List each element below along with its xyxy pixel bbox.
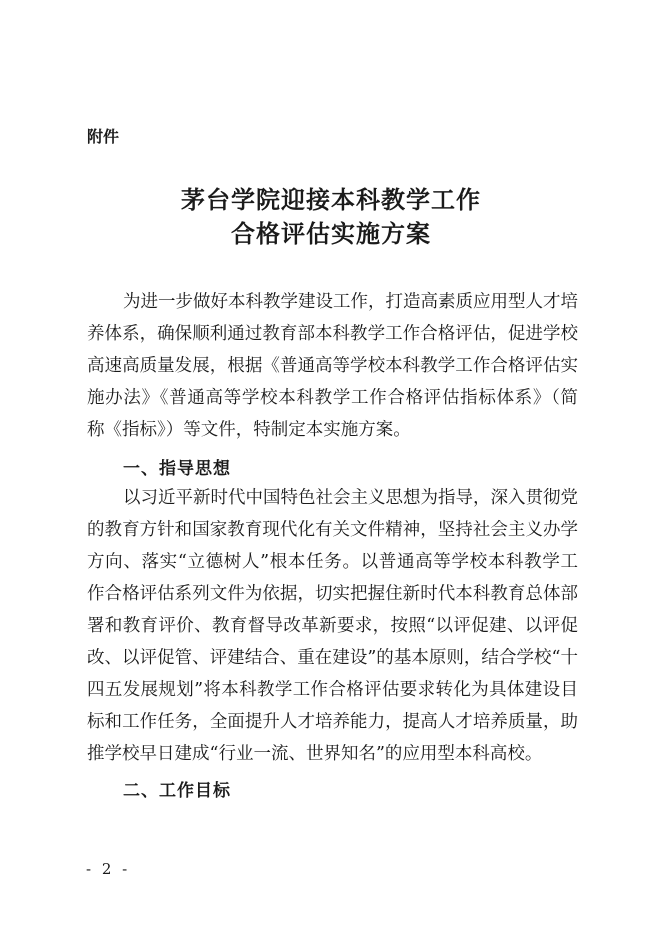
text-line: 的教育方针和国家教育现代化有关文件精神，坚持社会主义办学: [87, 520, 578, 540]
document-title-line-2: 合格评估实施方案: [231, 219, 431, 248]
section-heading-1: 一、指导思想: [123, 459, 231, 479]
text-line: 以习近平新时代中国特色社会主义思想为指导，深入贯彻党: [123, 488, 578, 508]
attachment-label: 附件: [87, 127, 120, 146]
document-title-line-1: 茅台学院迎接本科教学工作: [181, 185, 481, 214]
text-line: 四五发展规划”将本科教学工作合格评估要求转化为具体建设目: [87, 680, 578, 700]
text-line: 养体系，确保顺利通过教育部本科教学工作合格评估，促进学校: [87, 324, 578, 344]
text-line: 改、以评促管、评建结合、重在建设”的基本原则，结合学校“十: [87, 648, 578, 668]
text-line: 施办法》《普通高等学校本科教学工作合格评估指标体系》（简: [87, 388, 578, 408]
page-number: - 2 -: [86, 860, 131, 878]
section-heading-2: 二、工作目标: [123, 781, 231, 801]
text-line: 作合格评估系列文件为依据，切实把握住新时代本科教育总体部: [87, 584, 578, 604]
text-line: 为进一步做好本科教学建设工作，打造高素质应用型人才培: [123, 292, 578, 312]
text-line: 署和教育评价、教育督导改革新要求，按照“以评促建、以评促: [87, 616, 578, 636]
text-line: 方向、落实“立德树人”根本任务。以普通高等学校本科教学工: [87, 552, 578, 572]
text-line: 称《指标》）等文件，特制定本实施方案。: [87, 420, 411, 440]
text-line: 标和工作任务，全面提升人才培养能力，提高人才培养质量，助: [87, 712, 578, 732]
text-line: 推学校早日建成“行业一流、世界知名”的应用型本科高校。: [87, 744, 543, 764]
text-line: 高速高质量发展，根据《普通高等学校本科教学工作合格评估实: [87, 356, 578, 376]
